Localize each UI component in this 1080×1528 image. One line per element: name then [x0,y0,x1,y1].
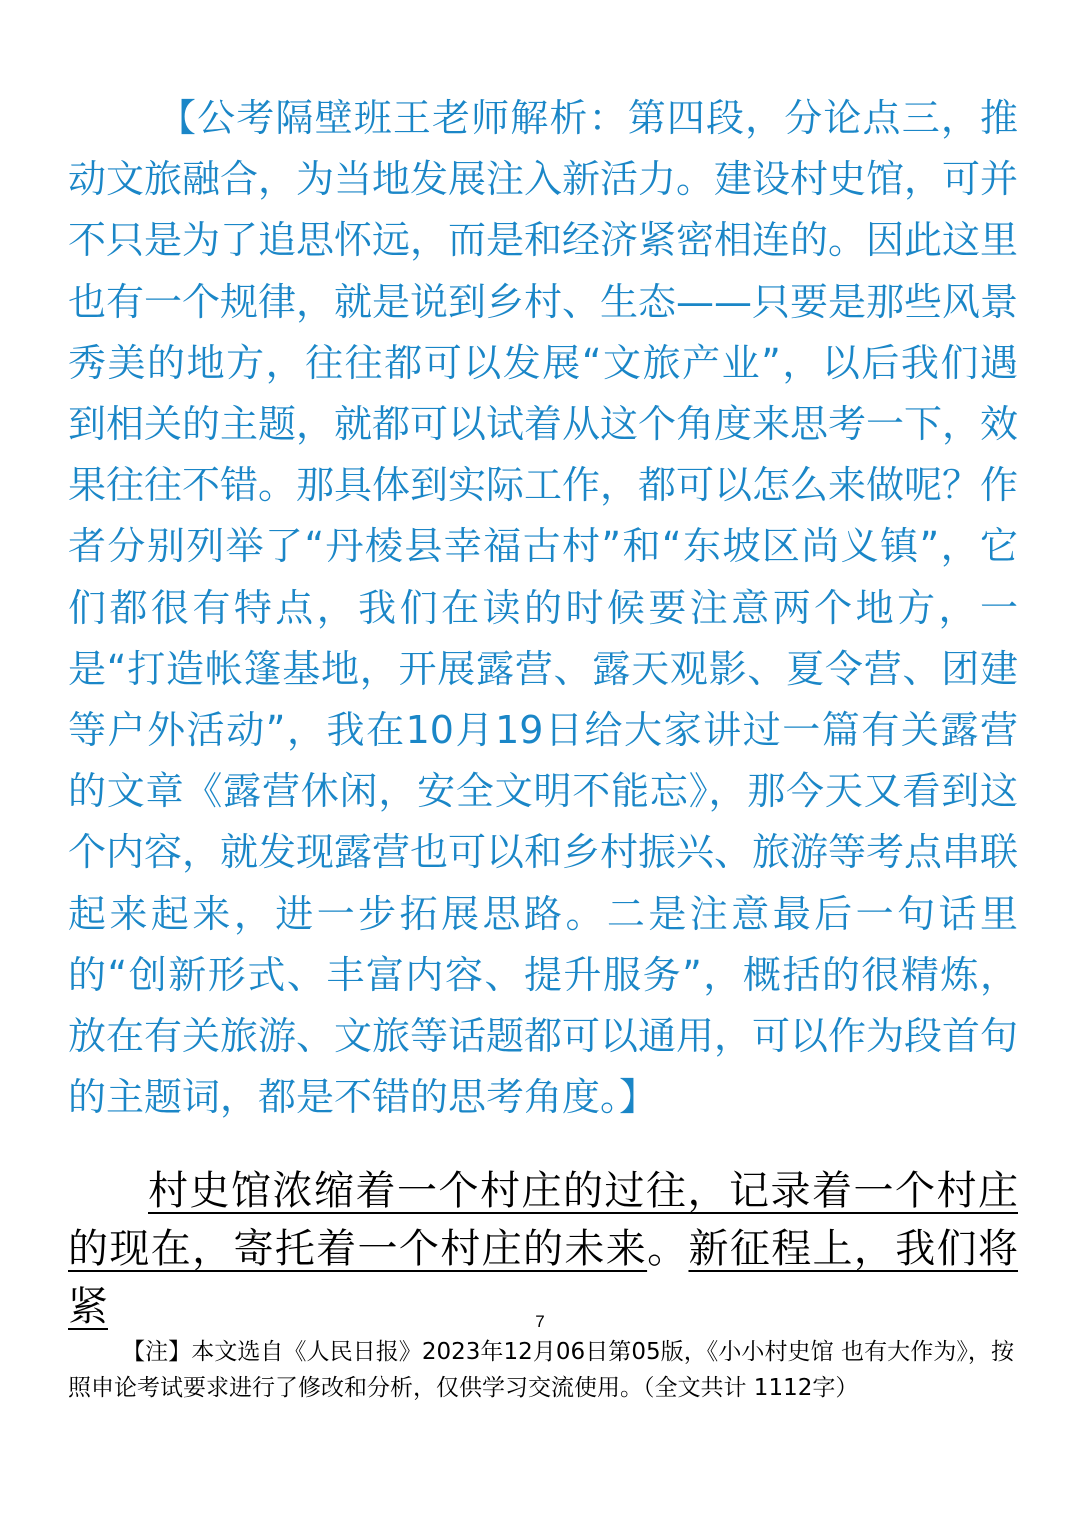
underlined-sentence-continued: 新征程上，我们将紧 [68,1226,1019,1330]
body-paragraph [68,1162,1018,1336]
footnote: 【注】本文选自《人民日报》2023年12月06日第05版，《小小村史馆 也有大作为》，按照申论考试要求进行了修改和分析，仅供学习交流使用。（全文共计 1112字） [68,1339,1014,1401]
underlined-sentence: 村史馆浓缩着一个村庄的过往，记录着一个村庄的现在，寄托着一个村庄的未来 [68,1168,1018,1272]
page-number: 7 [535,1312,545,1331]
sentence-period: 。 [647,1226,689,1272]
analysis-paragraph: 【公考隔壁班王老师解析：第四段，分论点三，推动文旅融合，为当地发展注入新活力。建设村史馆，可并不只是为了追思怀远，而是和经济紧密相连的。因此这里也有一个规律，就是说到乡村、生态——只要是那些风景秀美的地方，往往都可以发展“文旅产业”，以后我们遇到相关的主题，就都可以试着从这个角度来思考一下，效果往往不错。那具体到实际工作，都可以怎么来做呢？作者分别列举了“丹棱县幸福古村”和“东坡区尚义镇”，它们都很有特点，我们在读的时候要注意两个地方，一是“打造帐篷基地，开展露营、露天观影、夏令营、团建等户外活动”，我在10月19日给大家讲过一篇有关露营的文章《露营休闲，安全文明不能忘》，那今天又看到这个内容，就发现露营也可以和乡村振兴、旅游等考点串联起来起来，进一步拓展思路。二是注意最后一句话里的“创新形式、丰富内容、提升服务”，概括的很精炼，放在有关旅游、文旅等话题都可以通用，可以作为段首句的主题词，都是不错的思考角度。】 [68,96,1019,1120]
